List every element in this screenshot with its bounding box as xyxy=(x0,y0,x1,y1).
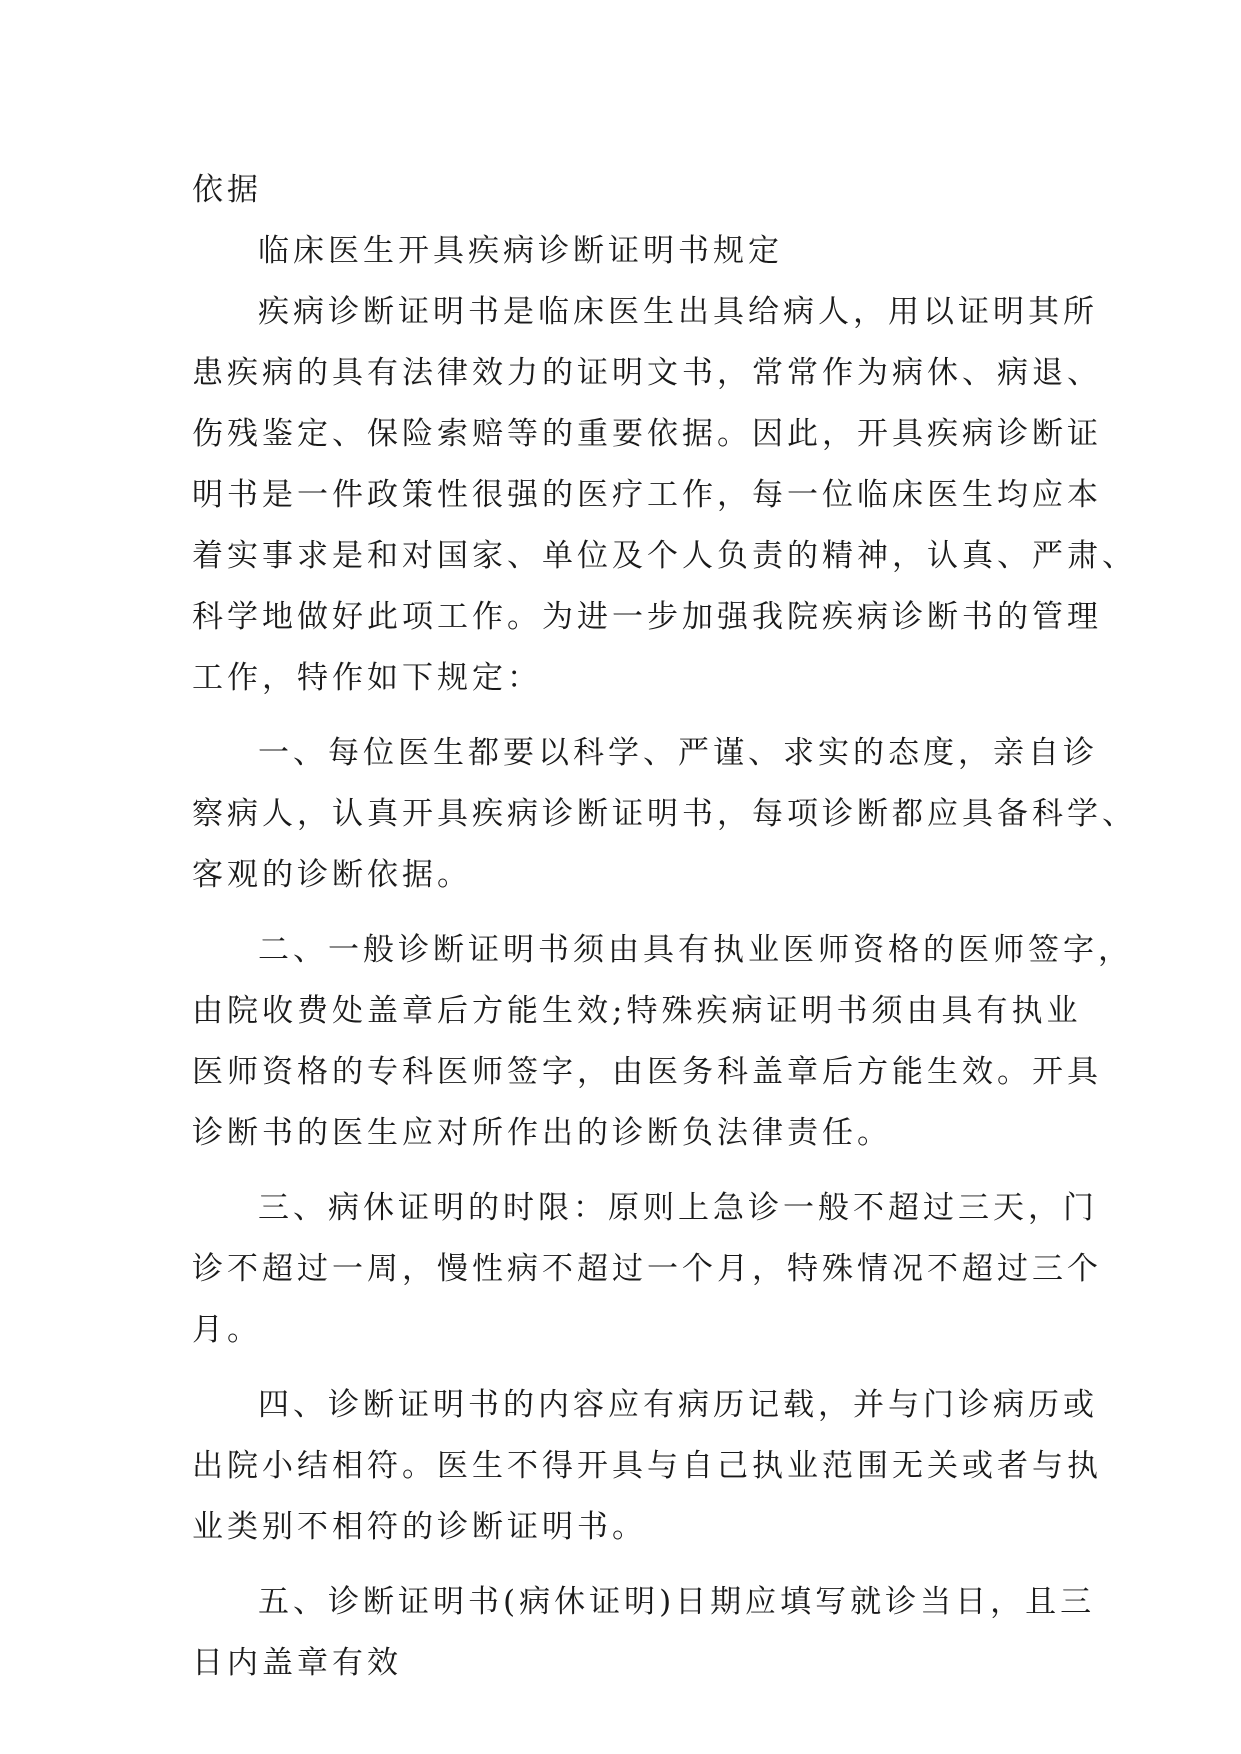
rule-3-paragraph xyxy=(192,1178,1102,1361)
paragraph-spacer xyxy=(192,906,1052,920)
paragraph-line: 二、一般诊断证明书须由具有执业医师资格的医师签字， xyxy=(258,932,1133,968)
paragraph-spacer xyxy=(192,1361,1052,1375)
document-title: 临床医生开具疾病诊断证明书规定 xyxy=(258,233,783,269)
paragraph-line: 一、每位医生都要以科学、严谨、求实的态度，亲自诊 xyxy=(258,735,1098,771)
paragraph-spacer xyxy=(192,1558,1052,1572)
paragraph-spacer xyxy=(192,1164,1052,1178)
paragraph-line: 伤残鉴定、保险索赔等的重要依据。因此，开具疾病诊断证 xyxy=(192,416,1102,452)
paragraph-line: 出院小结相符。医生不得开具与自己执业范围无关或者与执 xyxy=(192,1448,1102,1484)
paragraph-line: 四、诊断证明书的内容应有病历记载，并与门诊病历或 xyxy=(258,1387,1098,1423)
rule-5-paragraph xyxy=(192,1572,1096,1694)
paragraph-line: 业类别不相符的诊断证明书。 xyxy=(192,1509,647,1545)
paragraph-line: 着实事求是和对国家、单位及个人负责的精神，认真、严肃、 xyxy=(192,538,1137,574)
paragraph-line: 患疾病的具有法律效力的证明文书，常常作为病休、病退、 xyxy=(192,355,1102,391)
paragraph-line: 客观的诊断依据。 xyxy=(192,857,472,893)
rule-1-paragraph xyxy=(192,723,1137,906)
paragraph-line: 明书是一件政策性很强的医疗工作，每一位临床医生均应本 xyxy=(192,477,1102,513)
paragraph-line: 医师资格的专科医师签字，由医务科盖章后方能生效。开具 xyxy=(192,1054,1102,1090)
paragraph-line: 疾病诊断证明书是临床医生出具给病人，用以证明其所 xyxy=(258,294,1098,330)
rule-2-paragraph xyxy=(192,920,1133,1164)
rule-4-paragraph xyxy=(192,1375,1102,1558)
paragraph-line: 工作，特作如下规定： xyxy=(192,660,542,696)
intro-paragraph xyxy=(192,282,1137,709)
paragraph-line: 三、病休证明的时限：原则上急诊一般不超过三天，门 xyxy=(258,1190,1098,1226)
paragraph-line: 日内盖章有效 xyxy=(192,1645,402,1681)
paragraph-line: 察病人，认真开具疾病诊断证明书，每项诊断都应具备科学、 xyxy=(192,796,1137,832)
paragraph-line: 由院收费处盖章后方能生效;特殊疾病证明书须由具有执业 xyxy=(192,993,1082,1029)
paragraph-line: 科学地做好此项工作。为进一步加强我院疾病诊断书的管理 xyxy=(192,599,1102,635)
paragraph-line: 诊断书的医生应对所作出的诊断负法律责任。 xyxy=(192,1115,892,1151)
document-body xyxy=(192,160,1137,1694)
paragraph-spacer xyxy=(192,709,1052,723)
heading-fragment: 依据 xyxy=(192,172,262,208)
paragraph-line: 五、诊断证明书(病休证明)日期应填写就诊当日，且三 xyxy=(258,1584,1096,1620)
paragraph-line: 诊不超过一周，慢性病不超过一个月，特殊情况不超过三个 xyxy=(192,1251,1102,1287)
paragraph-line: 月。 xyxy=(192,1312,262,1348)
